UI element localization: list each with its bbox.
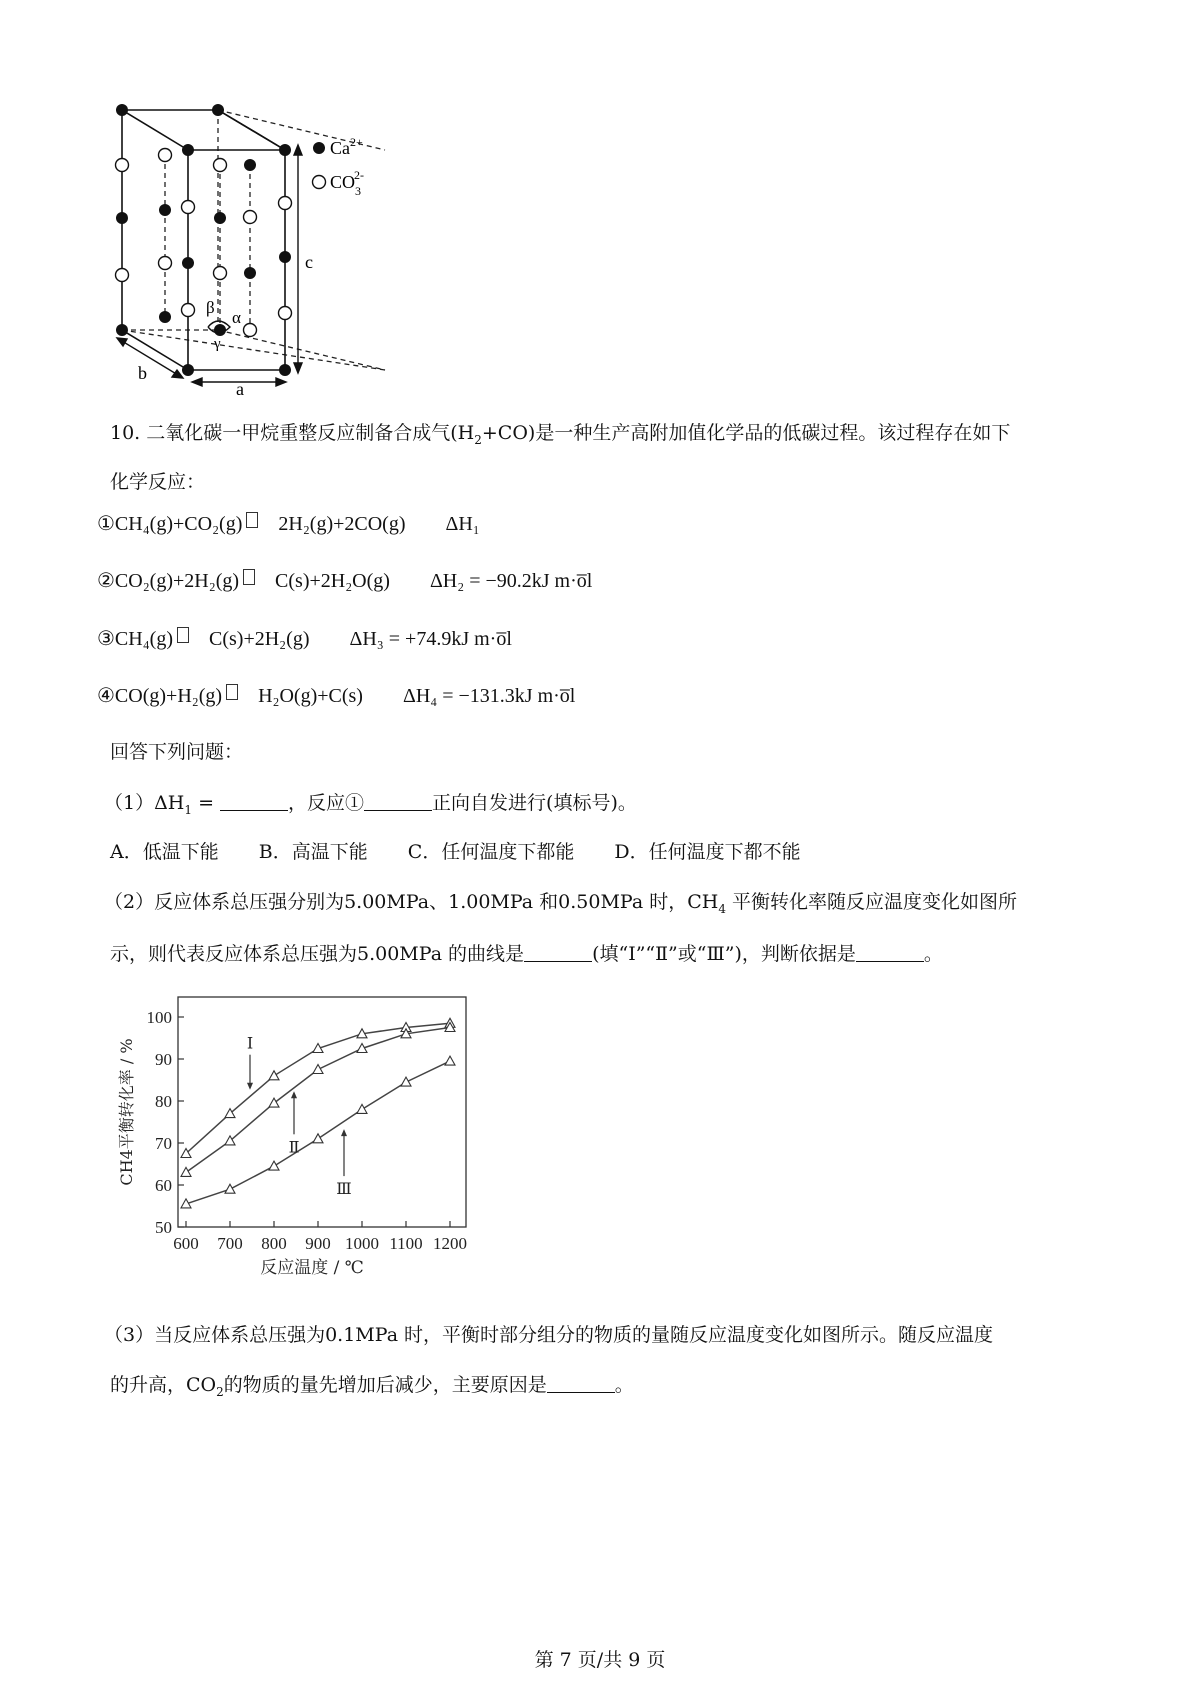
data-point [269, 1098, 279, 1107]
answer-blank-2[interactable] [364, 792, 432, 811]
axis-b-label: b [138, 363, 147, 383]
data-point [313, 1134, 323, 1143]
y-tick-label: 50 [155, 1218, 172, 1237]
subquestion-2-line1: （2）反应体系总压强分别为5.00MPa、1.00MPa 和0.50MPa 时，$CH_4$ 平衡转化率随反应温度变化如图所 [104, 891, 1018, 916]
legend-co3-icon [313, 176, 326, 189]
subquestion-3-line1: （3）当反应体系总压强为0.1MPa 时，平衡时部分组分的物质的量随反应温度变化如图所示。随反应温度 [104, 1324, 994, 1346]
data-point [269, 1161, 279, 1170]
data-point [313, 1065, 323, 1074]
x-tick-label: 700 [217, 1234, 243, 1253]
subquestion-3-line2: 的升高，$CO_2$的物质的量先增加后减少，主要原因是 。 [110, 1374, 634, 1399]
answer-prompt: 回答下列问题： [110, 741, 244, 763]
reaction-3: ③CH₄(g) C(s)+2H₂(g) ΔH₃ = +74.9kJ m·o̅l [97, 628, 512, 650]
axis-c-label: c [305, 252, 313, 272]
axis-a-label: a [236, 379, 244, 399]
x-tick-label: 1000 [345, 1234, 379, 1253]
page-footer: 第 7 页/共 9 页 [534, 1649, 666, 1671]
option-a: A．低温下能 [110, 841, 219, 863]
option-d: D．任何温度下都不能 [614, 841, 801, 863]
x-tick-label: 600 [173, 1234, 199, 1253]
answer-blank-4[interactable] [856, 943, 924, 962]
reaction-1: ①CH₄(g)+CO₂(g) 2H₂(g)+2CO(g) ΔH₁ [97, 513, 480, 535]
answer-blank-5[interactable] [547, 1374, 615, 1393]
angle-alpha-label: α [232, 308, 241, 327]
y-tick-label: 60 [155, 1176, 172, 1195]
series-label-1: Ⅰ [246, 1033, 254, 1053]
x-axis-label: 反应温度 / ℃ [260, 1258, 364, 1278]
y-axis-label: CH4平衡转化率 / % [117, 1038, 136, 1186]
equilibrium-glyph [177, 627, 189, 643]
data-point [357, 1104, 367, 1113]
series-arrowhead [291, 1091, 297, 1098]
option-c: C．任何温度下都能 [407, 841, 575, 863]
series-label-2: Ⅱ [288, 1137, 300, 1157]
legend-ca-icon [313, 142, 325, 154]
question-intro-line1: 10. 二氧化碳一甲烷重整反应制备合成气$(H_2+CO)$是一种生产高附加值化学品的低碳过程。该过程存在如下 [110, 422, 1011, 447]
data-point [181, 1167, 191, 1176]
y-tick-label: 80 [155, 1092, 172, 1111]
angle-gamma-label: γ [214, 336, 221, 352]
equilibrium-glyph [243, 569, 255, 585]
data-point [445, 1056, 455, 1065]
legend-ca-label: $Ca^{2+}$ [330, 135, 363, 158]
option-b: B．高温下能 [258, 841, 368, 863]
x-tick-label: 900 [305, 1234, 331, 1253]
crystal-diagram [100, 95, 420, 430]
x-tick-label: 1100 [389, 1234, 423, 1253]
subquestion-1: $(1)\Delta H_1$ = ，反应① 正向自发进行(填标号)。 [104, 792, 637, 817]
y-tick-label: 90 [155, 1050, 172, 1069]
equilibrium-glyph [246, 512, 258, 528]
series-arrowhead [341, 1129, 347, 1136]
data-point [225, 1184, 235, 1193]
data-point [269, 1071, 279, 1080]
question-intro-line2: 化学反应： [110, 471, 206, 493]
angle-beta-label: β [206, 298, 215, 317]
x-tick-label: 1200 [433, 1234, 467, 1253]
equilibrium-glyph [226, 684, 238, 700]
series-line-3 [186, 1061, 450, 1204]
y-tick-label: 100 [146, 1008, 172, 1027]
legend-co3-label: $CO_32-$ [330, 168, 365, 198]
x-tick-label: 800 [261, 1234, 287, 1253]
subquestion-2-line2: 示，则代表反应体系总压强为5.00MPa 的曲线是 (填“Ⅰ”“Ⅱ”或“Ⅲ”)，判断依据是 。 [110, 943, 943, 965]
series-arrowhead [247, 1083, 253, 1090]
reaction-4: ④CO(g)+H₂(g) H₂O(g)+C(s) ΔH₄ = −131.3kJ m·o̅l [97, 685, 576, 707]
reaction-2: ②CO₂(g)+2H₂(g) C(s)+2H₂O(g) ΔH₂ = −90.2kJ m·o̅l [97, 570, 593, 592]
conversion-chart [110, 985, 490, 1295]
options-row [110, 837, 835, 864]
series-label-3: Ⅲ [336, 1179, 352, 1199]
y-tick-label: 70 [155, 1134, 172, 1153]
answer-blank-1[interactable] [220, 792, 288, 811]
data-point [401, 1077, 411, 1086]
answer-blank-3[interactable] [524, 943, 592, 962]
